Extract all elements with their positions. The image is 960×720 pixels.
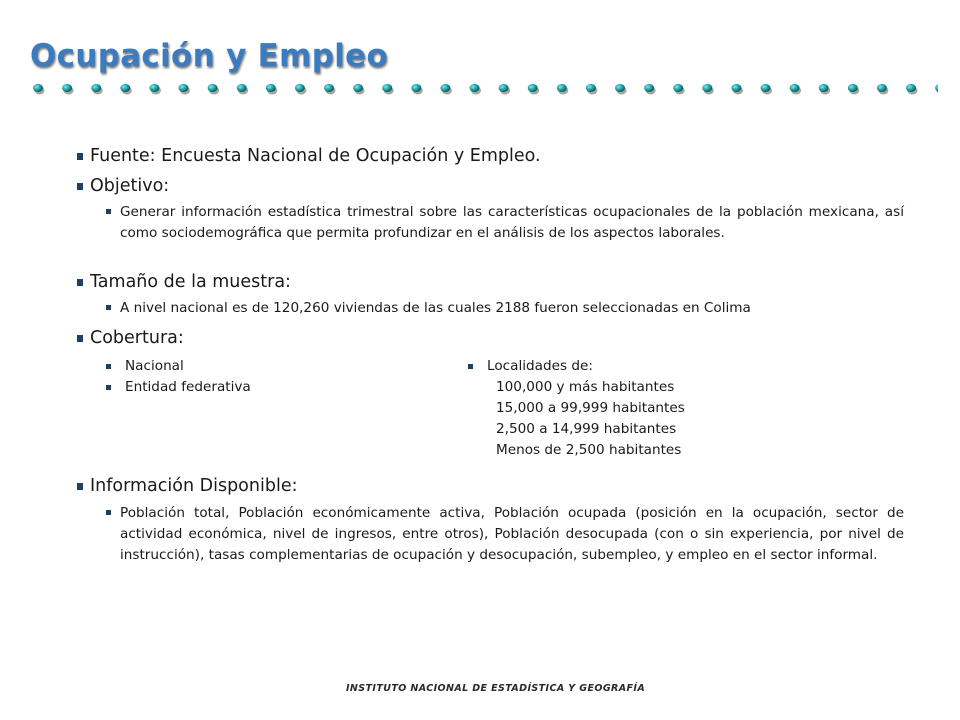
- divider-dot: [819, 84, 829, 92]
- divider-dot: [528, 84, 538, 92]
- fuente-text: Fuente: Encuesta Nacional de Ocupación y Empleo.: [90, 146, 541, 166]
- cobertura-localidades: [468, 356, 593, 377]
- bullet-square-icon: [77, 183, 83, 190]
- muestra-item: [106, 298, 904, 319]
- divider-dot: [120, 84, 130, 92]
- divider-dot: [644, 84, 654, 92]
- localidad-line: 2,500 a 14,999 habitantes: [496, 421, 677, 437]
- localidad-line: Menos de 2,500 habitantes: [496, 442, 682, 458]
- bullet-square-icon: [77, 483, 83, 490]
- divider-dot: [353, 84, 363, 92]
- cobertura-heading: Cobertura:: [90, 328, 184, 348]
- divider-dot: [324, 84, 334, 92]
- cobertura-item-entidad: [106, 377, 251, 398]
- bullet-square-icon: [106, 364, 111, 369]
- divider-dot: [935, 84, 938, 92]
- objetivo-item: [106, 202, 904, 244]
- cobertura-item-label: Entidad federativa: [125, 379, 251, 395]
- bullet-square-icon: [106, 305, 111, 310]
- divider-dot: [411, 84, 421, 92]
- informacion-item: [106, 503, 904, 566]
- bullet-square-icon: [77, 335, 83, 342]
- bullet-square-icon: [106, 209, 111, 214]
- section-muestra: [77, 272, 291, 292]
- cobertura-item-label: Nacional: [125, 358, 184, 374]
- divider-dot: [790, 84, 800, 92]
- divider-dot: [62, 84, 72, 92]
- divider-dot: [615, 84, 625, 92]
- divider-dot: [91, 84, 101, 92]
- divider-dot: [731, 84, 741, 92]
- objetivo-heading: Objetivo:: [90, 176, 170, 196]
- informacion-heading: Información Disponible:: [90, 476, 298, 496]
- divider-dot: [33, 84, 43, 92]
- muestra-text: A nivel nacional es de 120,260 viviendas de las cuales 2188 fueron seleccionadas en Colima: [120, 300, 751, 316]
- objetivo-text: Generar información estadística trimestral sobre las características ocupacionales de la población mexicana, así como sociodemográfica que permita profundizar en el análisis de los aspectos laborales.: [120, 204, 904, 241]
- divider-dot: [295, 84, 305, 92]
- localidad-line: 100,000 y más habitantes: [496, 379, 675, 395]
- footer-institution: INSTITUTO NACIONAL DE ESTADÍSTICA Y GEOGRAFÍA: [346, 683, 646, 694]
- divider-dot: [673, 84, 683, 92]
- divider-dot: [149, 84, 159, 92]
- section-objetivo: [77, 176, 169, 196]
- divider-dot: [848, 84, 858, 92]
- divider-dot: [266, 84, 276, 92]
- divider-dot: [470, 84, 480, 92]
- divider-dot: [761, 84, 771, 92]
- bullet-square-icon: [77, 153, 83, 160]
- bullet-square-icon: [106, 510, 111, 515]
- page-title: Ocupación y Empleo: [30, 38, 389, 74]
- section-informacion: [77, 476, 297, 496]
- cobertura-item-nacional: [106, 356, 184, 377]
- divider-dot: [382, 84, 392, 92]
- divider-dot: [586, 84, 596, 92]
- section-fuente: [77, 146, 541, 166]
- divider-dot: [440, 84, 450, 92]
- title-dot-divider: [28, 78, 938, 98]
- divider-dot: [702, 84, 712, 92]
- bullet-square-icon: [77, 279, 83, 286]
- divider-dot: [557, 84, 567, 92]
- localidades-label: Localidades de:: [487, 358, 593, 374]
- section-cobertura: [77, 328, 184, 348]
- localidad-line: 15,000 a 99,999 habitantes: [496, 400, 685, 416]
- divider-dot: [877, 84, 887, 92]
- divider-dot: [208, 84, 218, 92]
- bullet-square-icon: [468, 364, 473, 369]
- bullet-square-icon: [106, 385, 111, 390]
- divider-dot: [499, 84, 509, 92]
- divider-dot: [237, 84, 247, 92]
- divider-dot: [906, 84, 916, 92]
- divider-dot: [179, 84, 189, 92]
- informacion-text: Población total, Población económicamente activa, Población ocupada (posición en la ocupación, sector de actividad económica, nivel de ingresos, entre otros), Población desocupada (con o sin experiencia, por nivel de instrucción), tasas complementarias de ocupación y desocupación, subempleo, y empleo en el sector informal.: [120, 505, 904, 563]
- muestra-heading: Tamaño de la muestra:: [90, 272, 291, 292]
